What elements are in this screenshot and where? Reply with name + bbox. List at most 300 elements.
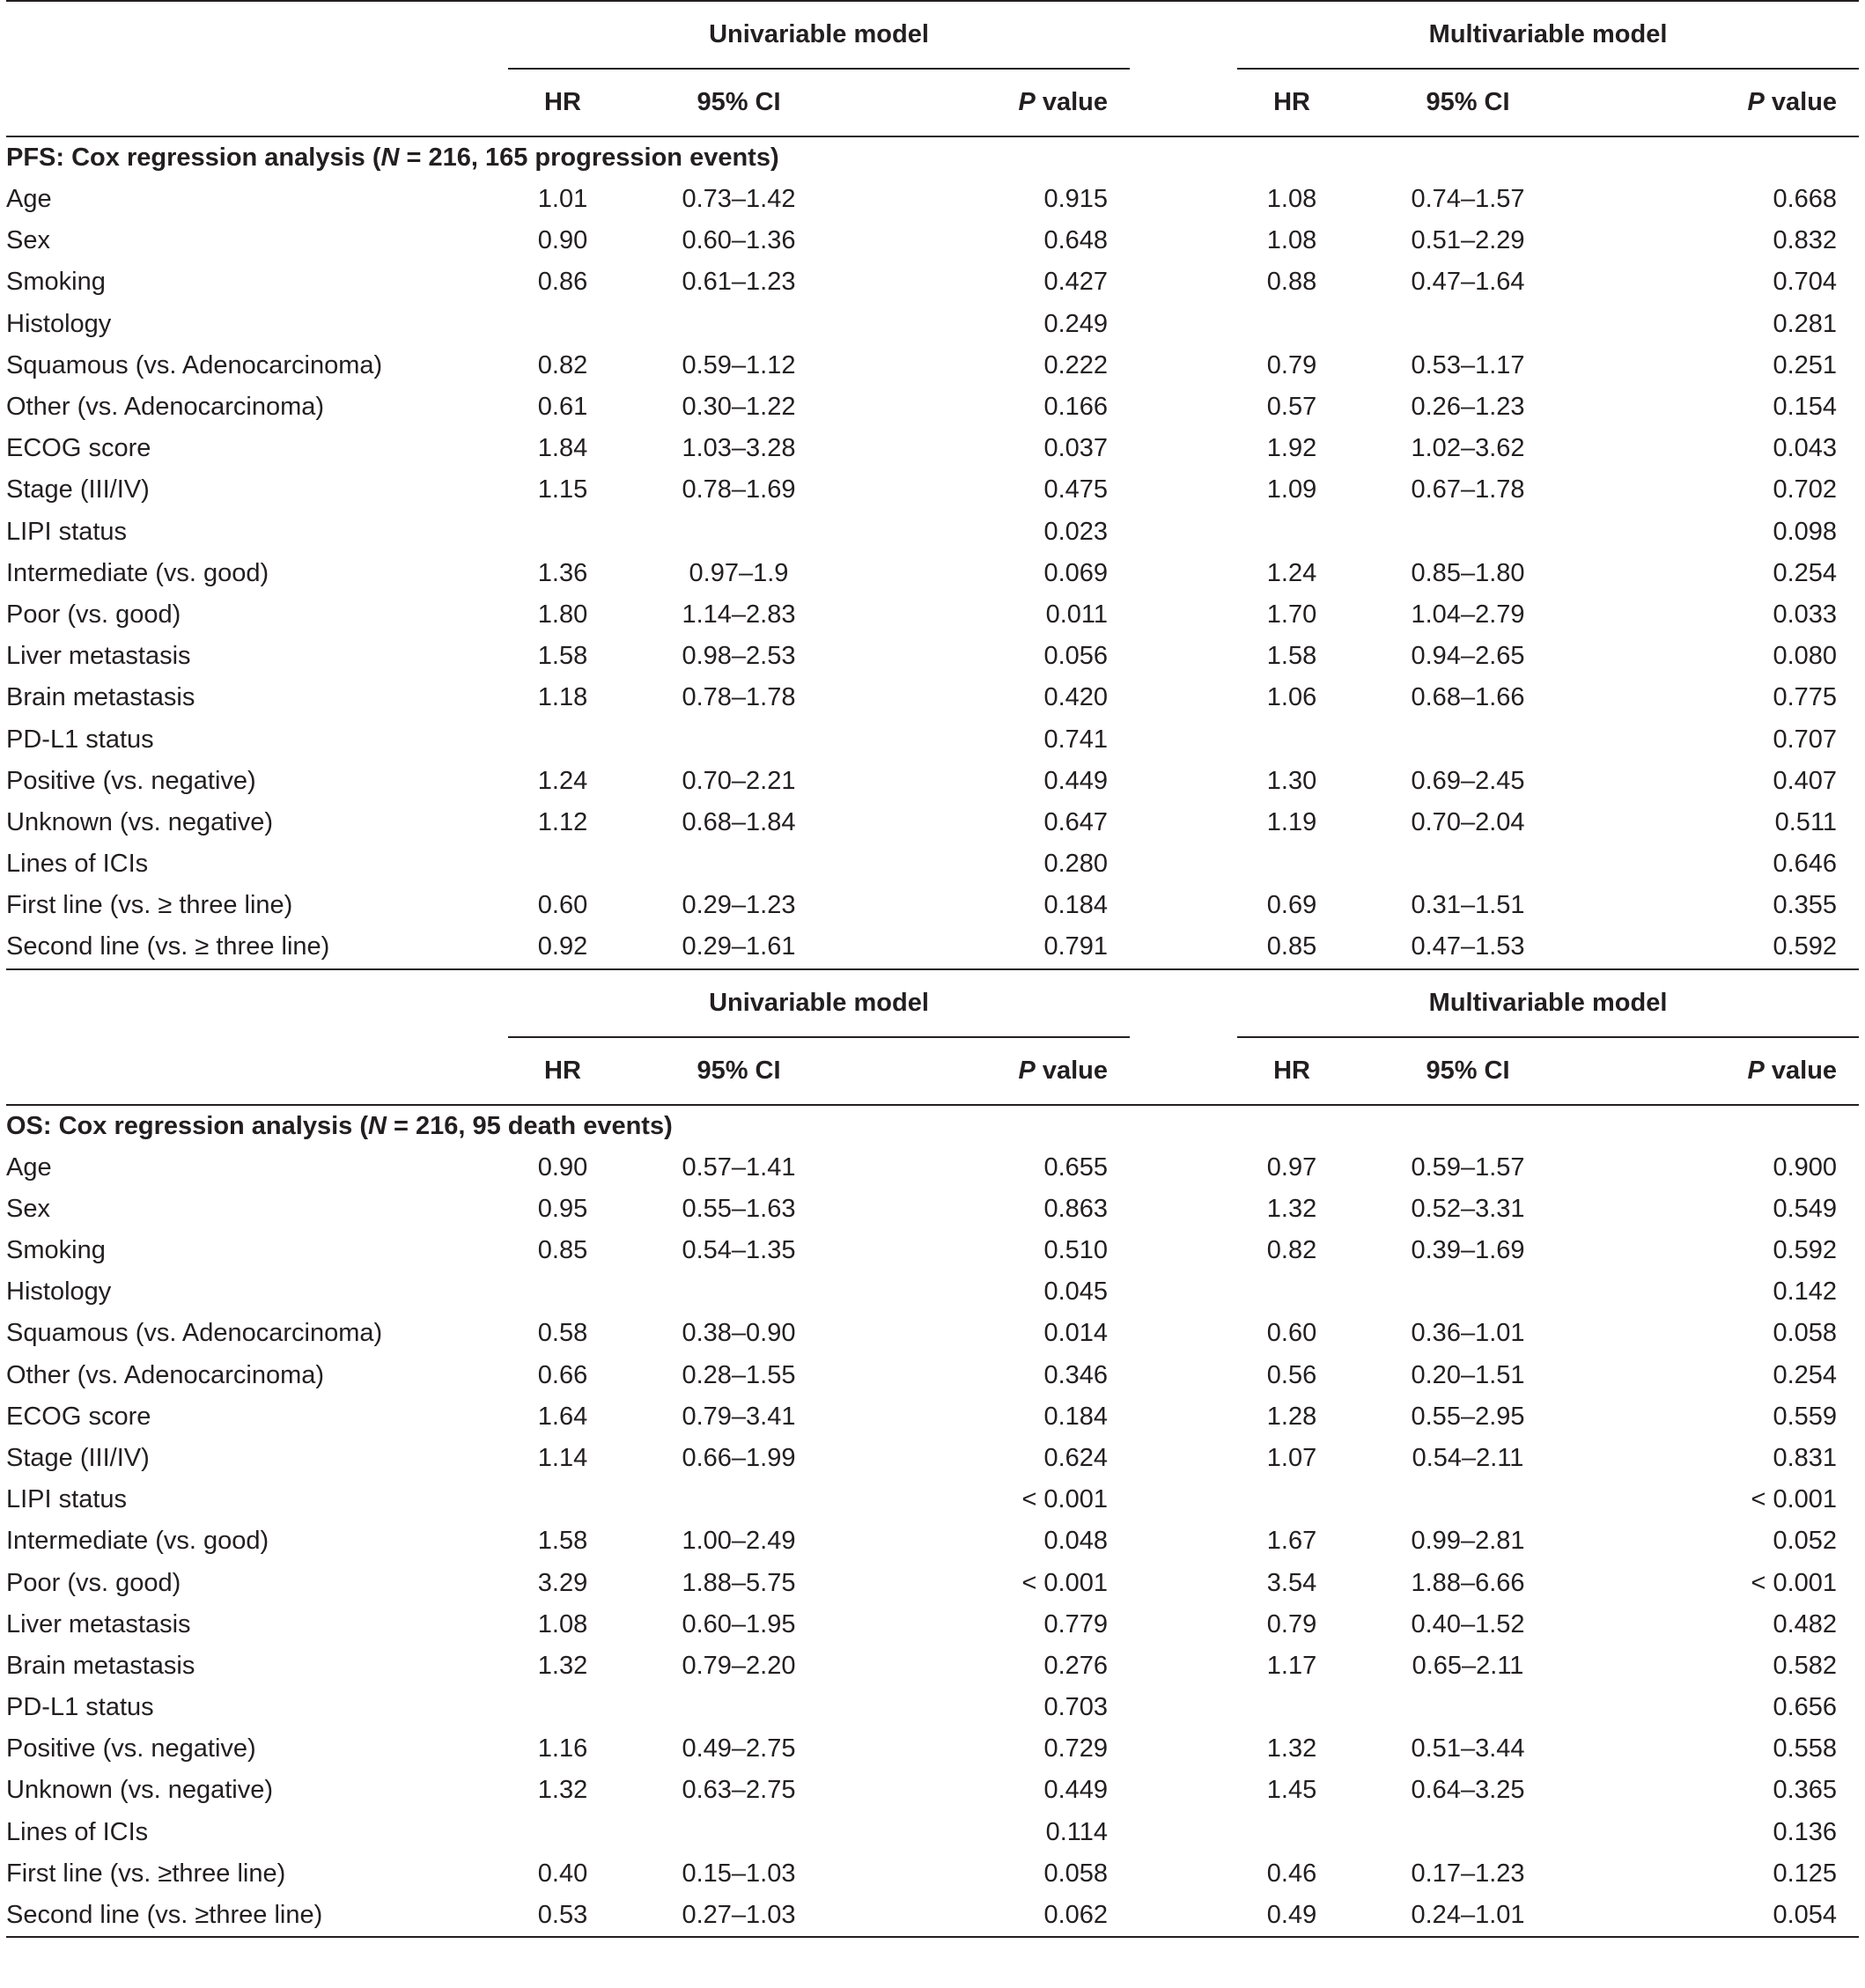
multi-p-value: 0.582 [1773, 1651, 1838, 1680]
uni-p-value: 0.276 [1043, 1651, 1109, 1680]
multi-p-value: 0.142 [1773, 1277, 1838, 1307]
multi-ci: 0.85–1.80 [1411, 558, 1525, 587]
uni-p-value: 0.729 [1043, 1734, 1109, 1763]
hr-header: HR [1237, 1037, 1346, 1105]
blank-cell [1130, 1479, 1237, 1520]
multi-ci: 0.53–1.17 [1411, 350, 1525, 379]
uni-p-value: 0.069 [1043, 558, 1109, 587]
multi-p-value: 0.592 [1773, 1236, 1838, 1265]
uni-ci: 0.55–1.63 [682, 1194, 796, 1223]
multi-hr [1237, 843, 1346, 885]
multi-hr: 1.08 [1266, 185, 1317, 214]
blank-cell [1130, 1895, 1237, 1937]
blank-cell [1130, 1189, 1237, 1230]
row-label: LIPI status [6, 517, 128, 546]
multi-hr: 1.17 [1266, 1651, 1317, 1680]
multi-p-value: 0.592 [1589, 926, 1859, 968]
row-label: Lines of ICIs [6, 850, 149, 879]
uni-hr: 1.16 [537, 1734, 588, 1763]
uni-ci: 0.98–2.53 [682, 642, 796, 671]
row-label: Unknown (vs. negative) [6, 807, 274, 836]
multi-ci [1346, 1687, 1589, 1728]
uni-hr [508, 512, 617, 553]
table-row [6, 428, 1859, 469]
uni-ci: 0.28–1.55 [682, 1360, 796, 1389]
table-row [6, 677, 1859, 718]
row-label: Second line (vs. ≥three line) [6, 1895, 508, 1937]
multi-ci: 0.47–1.53 [1346, 926, 1589, 968]
multi-ci: 0.31–1.51 [1411, 891, 1525, 920]
p-italic: P [1747, 88, 1765, 116]
multi-hr [1237, 1271, 1346, 1313]
blank-cell [1130, 1147, 1237, 1189]
uni-ci: 0.38–0.90 [682, 1319, 796, 1348]
multi-hr: 1.19 [1266, 807, 1317, 836]
uni-p-value: 0.703 [1043, 1693, 1109, 1722]
table-row [6, 926, 1859, 968]
uni-hr: 0.85 [537, 1236, 588, 1265]
multi-p-value: 0.254 [1773, 558, 1838, 587]
row-label: Other (vs. Adenocarcinoma) [6, 393, 325, 422]
row-label: Poor (vs. good) [6, 600, 181, 629]
table-row [6, 1895, 1859, 1937]
multi-hr: 0.69 [1266, 891, 1317, 920]
blank-cell [1130, 802, 1237, 843]
multi-ci: 0.67–1.78 [1411, 475, 1525, 504]
multi-p-value: 0.254 [1773, 1360, 1838, 1389]
row-label: Smoking [6, 268, 106, 297]
table-row [6, 1271, 1859, 1313]
multi-p-value: 0.281 [1773, 309, 1838, 338]
uni-p-value: 0.420 [1043, 683, 1109, 712]
uni-hr: 1.15 [537, 475, 588, 504]
blank-cell [1130, 428, 1237, 469]
uni-hr [508, 1271, 617, 1313]
row-label: PD-L1 status [6, 725, 154, 754]
multi-ci: 0.59–1.57 [1411, 1152, 1525, 1182]
univariable-model-header: Univariable model [508, 969, 1130, 1037]
multi-hr: 1.92 [1266, 434, 1317, 463]
uni-hr [508, 843, 617, 885]
uni-hr: 0.92 [508, 926, 617, 968]
row-label: Smoking [6, 1236, 106, 1265]
multi-hr: 3.54 [1266, 1568, 1317, 1597]
table-row [6, 1396, 1859, 1438]
table-row [6, 1479, 1859, 1520]
ci-header: 95% CI [617, 69, 860, 136]
p-value-header [1589, 69, 1859, 136]
uni-hr: 0.61 [537, 393, 588, 422]
multi-hr: 0.57 [1266, 393, 1317, 422]
uni-hr: 1.24 [537, 766, 588, 795]
multivariable-model-header: Multivariable model [1237, 1, 1859, 69]
univariable-model-header: Univariable model [508, 1, 1130, 69]
uni-p-value: 0.114 [1045, 1817, 1109, 1846]
blank-cell [1130, 1687, 1237, 1728]
uni-ci: 0.60–1.95 [682, 1609, 796, 1638]
blank-cell [1130, 1, 1237, 69]
p-italic: P [1018, 88, 1036, 116]
uni-p-value: 0.427 [1043, 268, 1109, 297]
uni-hr: 0.58 [537, 1319, 588, 1348]
multi-hr: 1.09 [1266, 475, 1317, 504]
ci-header: 95% CI [1346, 69, 1589, 136]
multi-hr: 1.67 [1266, 1527, 1317, 1556]
blank-cell [1130, 1355, 1237, 1396]
blank-cell [1130, 1728, 1237, 1770]
row-label: Other (vs. Adenocarcinoma) [6, 1360, 325, 1389]
uni-ci: 1.00–2.49 [682, 1527, 796, 1556]
blank-cell [6, 969, 508, 1037]
multi-p-value: 0.831 [1773, 1443, 1838, 1472]
uni-p-value: 0.779 [1043, 1609, 1109, 1638]
uni-hr [508, 1479, 617, 1520]
multi-ci: 0.39–1.69 [1411, 1236, 1525, 1265]
table-row [6, 1562, 1859, 1603]
uni-hr: 0.90 [537, 226, 588, 255]
multi-p-value: 0.482 [1773, 1609, 1838, 1638]
row-label: Squamous (vs. Adenocarcinoma) [6, 1319, 383, 1348]
row-label: Sex [6, 226, 50, 255]
multi-ci: 0.65–2.11 [1412, 1651, 1524, 1680]
uni-ci [617, 512, 860, 553]
uni-hr [508, 304, 617, 345]
table-row [6, 512, 1859, 553]
uni-ci [617, 1271, 860, 1313]
multi-p-value: 0.054 [1589, 1895, 1859, 1937]
blank-cell [1130, 553, 1237, 594]
uni-ci: 0.79–3.41 [682, 1402, 796, 1431]
blank-cell [1130, 469, 1237, 511]
blank-cell [1130, 1562, 1237, 1603]
multi-ci: 0.64–3.25 [1411, 1776, 1525, 1805]
multi-p-value: 0.052 [1773, 1527, 1838, 1556]
uni-p-value: 0.791 [860, 926, 1130, 968]
multi-p-value: 0.058 [1773, 1319, 1838, 1348]
uni-hr: 0.95 [537, 1194, 588, 1223]
multi-p-value: 0.702 [1773, 475, 1838, 504]
multi-ci [1346, 1271, 1589, 1313]
blank-cell [6, 1037, 508, 1105]
multi-ci: 0.47–1.64 [1411, 268, 1525, 297]
model-header-row [6, 969, 1859, 1037]
uni-p-value: 0.166 [1043, 393, 1109, 422]
uni-ci: 0.57–1.41 [682, 1152, 796, 1182]
blank-cell [1130, 1438, 1237, 1479]
hr-header: HR [1237, 69, 1346, 136]
table-row [6, 179, 1859, 220]
uni-ci: 0.66–1.99 [682, 1443, 796, 1472]
multivariable-model-header: Multivariable model [1237, 969, 1859, 1037]
row-label: Age [6, 185, 52, 214]
blank-cell [1130, 1396, 1237, 1438]
multi-ci: 0.51–3.44 [1411, 1734, 1525, 1763]
uni-hr: 1.36 [537, 558, 588, 587]
uni-hr: 3.29 [537, 1568, 588, 1597]
blank-cell [1130, 1812, 1237, 1853]
uni-p-value: 0.023 [1043, 517, 1109, 546]
multi-p-value: 0.355 [1773, 891, 1838, 920]
multi-hr: 0.46 [1266, 1859, 1317, 1888]
uni-hr [508, 718, 617, 760]
row-label: LIPI status [6, 1485, 128, 1514]
multi-ci: 0.17–1.23 [1411, 1859, 1525, 1888]
uni-ci: 0.97–1.9 [689, 558, 789, 587]
multi-p-value: 0.407 [1773, 766, 1838, 795]
uni-hr: 0.40 [537, 1859, 588, 1888]
multi-hr: 1.07 [1266, 1443, 1317, 1472]
multi-ci: 0.68–1.66 [1411, 683, 1525, 712]
row-label: Brain metastasis [6, 1651, 195, 1680]
multi-p-value: 0.033 [1773, 600, 1838, 629]
uni-hr: 1.18 [537, 683, 588, 712]
uni-p-value: 0.048 [1043, 1527, 1109, 1556]
multi-hr: 0.60 [1266, 1319, 1317, 1348]
table-row [6, 345, 1859, 387]
uni-hr: 1.14 [537, 1443, 588, 1472]
uni-hr: 1.58 [537, 1527, 588, 1556]
multi-hr: 1.30 [1266, 766, 1317, 795]
multi-p-value: 0.704 [1773, 268, 1838, 297]
p-rest: value [1764, 1056, 1838, 1085]
multi-ci [1346, 1479, 1589, 1520]
table-row [6, 1147, 1859, 1189]
multi-hr [1237, 1812, 1346, 1853]
uni-p-value: 0.056 [1043, 642, 1109, 671]
blank-cell [1130, 261, 1237, 303]
uni-p-value: 0.045 [1043, 1277, 1109, 1307]
p-value-header [1589, 1037, 1859, 1105]
multi-p-value: 0.775 [1773, 683, 1838, 712]
multi-p-value: 0.098 [1773, 517, 1838, 546]
table-row [6, 304, 1859, 345]
blank-cell [1130, 843, 1237, 885]
multi-ci: 0.54–2.11 [1412, 1443, 1524, 1472]
table-row [6, 594, 1859, 636]
uni-hr: 0.60 [537, 891, 588, 920]
uni-p-value: 0.510 [1043, 1236, 1109, 1265]
uni-p-value: 0.648 [1043, 226, 1109, 255]
blank-cell [1130, 718, 1237, 760]
table-row [6, 1687, 1859, 1728]
p-italic: P [1747, 1056, 1765, 1085]
uni-hr: 1.64 [537, 1402, 588, 1431]
multi-hr: 1.32 [1266, 1734, 1317, 1763]
row-label: Lines of ICIs [6, 1817, 149, 1846]
multi-ci: 1.04–2.79 [1411, 600, 1525, 629]
multi-hr: 1.08 [1266, 226, 1317, 255]
row-label: ECOG score [6, 1402, 151, 1431]
uni-p-value: 0.062 [860, 1895, 1130, 1937]
table-row [6, 802, 1859, 843]
uni-p-value: 0.915 [1043, 185, 1109, 214]
multi-ci [1346, 718, 1589, 760]
os-section-title-row [6, 1105, 1859, 1147]
multi-p-value: 0.558 [1773, 1734, 1838, 1763]
multi-hr: 0.49 [1237, 1895, 1346, 1937]
blank-cell [1130, 512, 1237, 553]
multi-hr: 0.85 [1237, 926, 1346, 968]
blank-cell [1130, 1646, 1237, 1687]
uni-ci [617, 843, 860, 885]
table-row [6, 1770, 1859, 1811]
multi-p-value: 0.136 [1773, 1817, 1838, 1846]
uni-ci: 0.63–2.75 [682, 1776, 796, 1805]
uni-ci: 0.29–1.61 [617, 926, 860, 968]
blank-cell [1130, 969, 1237, 1037]
row-label: Sex [6, 1194, 50, 1223]
table-row [6, 636, 1859, 677]
uni-ci: 0.73–1.42 [682, 185, 796, 214]
uni-ci [617, 304, 860, 345]
blank-cell [1130, 179, 1237, 220]
uni-p-value: 0.449 [1043, 766, 1109, 795]
os-rows [6, 1147, 1859, 1938]
blank-cell [1130, 1770, 1237, 1811]
blank-cell [6, 1, 508, 69]
uni-ci: 0.27–1.03 [617, 1895, 860, 1937]
column-header-row [6, 1037, 1859, 1105]
blank-cell [1130, 1271, 1237, 1313]
blank-cell [1130, 1313, 1237, 1354]
table-row [6, 843, 1859, 885]
table-row [6, 469, 1859, 511]
blank-cell [1130, 387, 1237, 428]
multi-p-value: 0.043 [1773, 434, 1838, 463]
uni-hr [508, 1687, 617, 1728]
uni-p-value: 0.249 [1043, 309, 1109, 338]
blank-cell [1130, 1604, 1237, 1646]
multi-hr [1237, 718, 1346, 760]
multi-hr: 1.24 [1266, 558, 1317, 587]
p-value-header [860, 69, 1130, 136]
os-header [6, 969, 1859, 1147]
uni-ci: 1.88–5.75 [682, 1568, 796, 1597]
multi-p-value: 0.080 [1773, 642, 1838, 671]
multi-hr [1237, 1479, 1346, 1520]
uni-hr: 1.58 [537, 642, 588, 671]
table-row [6, 1230, 1859, 1271]
uni-hr: 0.82 [537, 350, 588, 379]
multi-ci: 1.02–3.62 [1411, 434, 1525, 463]
row-label: Positive (vs. negative) [6, 766, 256, 795]
ci-header: 95% CI [617, 1037, 860, 1105]
table-row [6, 761, 1859, 802]
multi-p-value: 0.511 [1774, 807, 1838, 836]
multi-ci [1346, 1812, 1589, 1853]
uni-ci: 0.68–1.84 [682, 807, 796, 836]
multi-ci: 0.51–2.29 [1411, 226, 1525, 255]
row-label: Intermediate (vs. good) [6, 558, 269, 587]
uni-hr: 0.66 [537, 1360, 588, 1389]
uni-p-value: 0.058 [1043, 1859, 1109, 1888]
table-row [6, 261, 1859, 303]
blank-cell [1130, 594, 1237, 636]
uni-p-value: 0.184 [1043, 891, 1109, 920]
uni-ci [617, 1812, 860, 1853]
uni-ci: 0.54–1.35 [682, 1236, 796, 1265]
uni-hr: 1.32 [537, 1651, 588, 1680]
p-rest: value [1764, 88, 1838, 116]
multi-p-value: < 0.001 [1751, 1568, 1838, 1597]
blank-cell [1130, 1037, 1237, 1105]
uni-p-value: 0.863 [1043, 1194, 1109, 1223]
multi-ci: 0.70–2.04 [1411, 807, 1525, 836]
cox-regression-table [6, 0, 1859, 1938]
uni-ci: 0.59–1.12 [682, 350, 796, 379]
multi-hr: 0.79 [1266, 1609, 1317, 1638]
uni-ci: 1.14–2.83 [682, 600, 796, 629]
blank-cell [1130, 69, 1237, 136]
uni-p-value: 0.655 [1043, 1152, 1109, 1182]
pfs-section-title: PFS: Cox regression analysis (N = 216, 165 progression events) [6, 144, 779, 172]
p-rest: value [1035, 88, 1109, 116]
p-value-header [860, 1037, 1130, 1105]
p-rest: value [1035, 1056, 1109, 1085]
uni-p-value: 0.280 [1043, 850, 1109, 879]
multi-hr: 0.88 [1266, 268, 1317, 297]
pfs-header [6, 1, 1859, 179]
hr-header: HR [508, 1037, 617, 1105]
table-row [6, 1520, 1859, 1562]
multi-hr: 0.82 [1266, 1236, 1317, 1265]
multi-hr: 1.32 [1266, 1194, 1317, 1223]
uni-ci: 0.49–2.75 [682, 1734, 796, 1763]
multi-p-value: 0.154 [1773, 393, 1838, 422]
multi-ci: 1.88–6.66 [1411, 1568, 1525, 1597]
table-row [6, 1604, 1859, 1646]
uni-ci [617, 718, 860, 760]
uni-p-value: 0.014 [1043, 1319, 1109, 1348]
row-label: Histology [6, 1277, 112, 1307]
multi-hr [1237, 1687, 1346, 1728]
multi-p-value: 0.251 [1773, 350, 1838, 379]
blank-cell [1130, 304, 1237, 345]
blank-cell [1130, 677, 1237, 718]
multi-ci: 0.20–1.51 [1411, 1360, 1525, 1389]
row-label: Squamous (vs. Adenocarcinoma) [6, 350, 383, 379]
multi-p-value: 0.559 [1773, 1402, 1838, 1431]
row-label: Liver metastasis [6, 642, 191, 671]
uni-ci [617, 1479, 860, 1520]
multi-ci: 0.55–2.95 [1411, 1402, 1525, 1431]
multi-hr: 1.58 [1266, 642, 1317, 671]
blank-cell [1130, 345, 1237, 387]
row-label: Intermediate (vs. good) [6, 1527, 269, 1556]
uni-ci: 0.78–1.78 [682, 683, 796, 712]
table-row [6, 1853, 1859, 1895]
blank-cell [1130, 885, 1237, 926]
uni-p-value: 0.184 [1043, 1402, 1109, 1431]
model-header-row [6, 1, 1859, 69]
multi-hr: 0.97 [1266, 1152, 1317, 1182]
multi-ci: 0.99–2.81 [1411, 1527, 1525, 1556]
table-row [6, 553, 1859, 594]
multi-p-value: 0.832 [1773, 226, 1838, 255]
blank-cell [1130, 220, 1237, 261]
table-row [6, 1355, 1859, 1396]
multi-ci [1346, 843, 1589, 885]
p-italic: P [1018, 1056, 1036, 1085]
row-label: ECOG score [6, 434, 151, 463]
row-label: Age [6, 1152, 52, 1182]
row-label: Brain metastasis [6, 683, 195, 712]
uni-ci [617, 1687, 860, 1728]
multi-p-value: 0.646 [1773, 850, 1838, 879]
blank-cell [6, 69, 508, 136]
row-label: Unknown (vs. negative) [6, 1776, 274, 1805]
multi-ci: 0.74–1.57 [1411, 185, 1525, 214]
